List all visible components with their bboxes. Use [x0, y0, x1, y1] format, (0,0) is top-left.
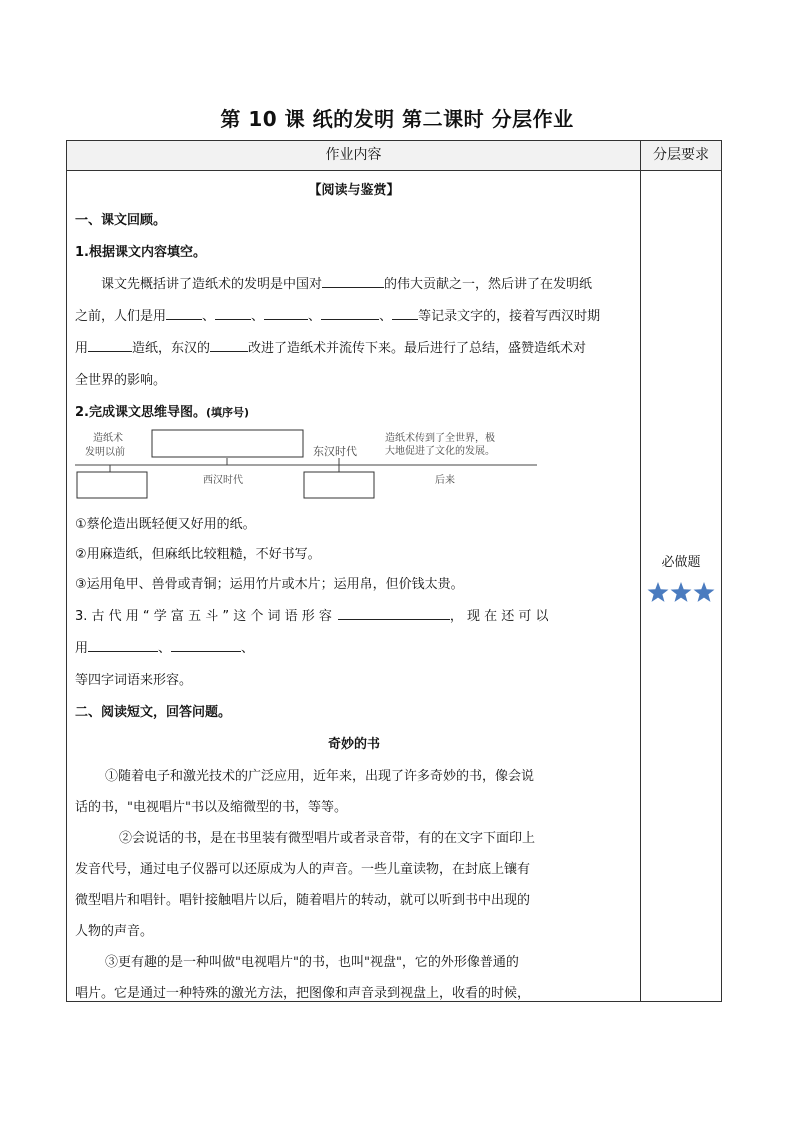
passage-line: ①随着电子和激光技术的广泛应用，近年来，出现了许多奇妙的书，像会说: [105, 769, 535, 784]
q2-note: (填序号): [205, 406, 250, 419]
header-requirement: 分层要求: [641, 141, 721, 170]
option-1: ①蔡伦造出既轻便又好用的纸。: [75, 517, 256, 532]
star-icon: [648, 582, 669, 602]
passage-title: 奇妙的书: [327, 737, 380, 752]
blank[interactable]: [88, 339, 132, 352]
blank[interactable]: [264, 307, 308, 320]
q1-text: 、: [251, 309, 265, 324]
difficulty-stars: [647, 581, 717, 605]
passage-line: ③更有趣的是一种叫做"电视唱片"的书，也叫"视盘"，它的外形像普通的: [105, 955, 519, 970]
q1-text: 之前，人们是用: [75, 309, 167, 324]
q3-text: ， 现 在 还 可 以: [449, 609, 549, 624]
blank[interactable]: [338, 607, 450, 620]
q1-line4: 全世界的影响。: [75, 373, 167, 388]
q3-line1: [75, 605, 549, 624]
q2-title: 2.完成课文思维导图。: [75, 405, 206, 420]
q3-text: 3. 古 代 用 “ 学 富 五 斗 ” 这 个 词 语 形 容: [75, 609, 332, 624]
q3-line3: 等四字词语来形容。: [75, 673, 193, 688]
map-label: 发明以前: [85, 447, 125, 458]
q3-text: 、: [241, 641, 255, 656]
blank[interactable]: [392, 307, 418, 320]
section-reading: 【阅读与鉴赏】: [308, 183, 400, 198]
answer-box[interactable]: [77, 472, 147, 498]
q1-text: 改进了造纸术并流传下来。最后进行了总结，盛赞造纸术对: [248, 341, 587, 356]
passage-line: 人物的声音。: [75, 924, 154, 939]
map-label: 东汉时代: [313, 445, 357, 458]
blank[interactable]: [88, 639, 158, 652]
map-label: 后来: [435, 475, 455, 486]
q1-line2: [75, 305, 600, 324]
blank[interactable]: [215, 307, 251, 320]
q1-text: 、: [379, 309, 393, 324]
header-divider: [67, 170, 721, 171]
map-label: 造纸术: [93, 433, 123, 444]
q3-text: 、: [158, 641, 172, 656]
blank[interactable]: [321, 307, 379, 320]
q1-text: 、: [308, 309, 322, 324]
map-label: 西汉时代: [203, 475, 243, 486]
mind-map: [75, 427, 545, 517]
column-divider: [640, 141, 641, 1001]
q1-text: 课文先概括讲了造纸术的发明是中国对: [101, 277, 323, 292]
answer-box[interactable]: [304, 472, 374, 498]
page-title: 第 10 课 纸的发明 第二课时 分层作业: [220, 107, 574, 131]
star-icon: [694, 582, 715, 602]
blank[interactable]: [210, 339, 248, 352]
option-3: ③运用龟甲、兽骨或青铜；运用竹片或木片；运用帛，但价钱太贵。: [75, 577, 464, 592]
map-label: 大地促进了文化的发展。: [385, 446, 495, 457]
q2-line: [75, 401, 249, 420]
q1-title: 1.根据课文内容填空。: [75, 245, 206, 260]
blank[interactable]: [166, 307, 202, 320]
passage-line: ②会说话的书，是在书里装有微型唱片或者录音带，有的在文字下面印上: [119, 831, 536, 846]
homework-table: [66, 140, 722, 1002]
q1-text: 的伟大贡献之一，然后讲了在发明纸: [384, 277, 593, 292]
q1-text: 等记录文字的，接着写西汉时期: [418, 309, 601, 324]
requirement-label: 必做题: [661, 555, 701, 570]
q1-line3: [75, 337, 586, 356]
part2-heading: 二、阅读短文，回答问题。: [75, 705, 232, 720]
q1-text: 用: [75, 341, 89, 356]
passage-line: 微型唱片和唱针。唱针接触唱片以后，随着唱片的转动，就可以听到书中出现的: [75, 893, 531, 908]
header-content: 作业内容: [67, 141, 640, 170]
star-icon: [671, 582, 692, 602]
passage-line: 话的书，"电视唱片"书以及缩微型的书，等等。: [75, 800, 347, 815]
q3-line2: [75, 637, 254, 656]
passage-line: 发音代号，通过电子仪器可以还原成为人的声音。一些儿童读物，在封底上镶有: [75, 862, 531, 877]
q3-text: 用: [75, 641, 89, 656]
q1-text: 、: [202, 309, 216, 324]
answer-box[interactable]: [152, 430, 303, 457]
q1-text: 造纸，东汉的: [132, 341, 211, 356]
passage-line: 唱片。它是通过一种特殊的激光方法，把图像和声音录到视盘上，收看的时候，: [75, 986, 531, 1001]
part1-heading: 一、课文回顾。: [75, 213, 167, 228]
map-label: 造纸术传到了全世界，极: [385, 433, 495, 444]
q1-line1: [101, 273, 592, 292]
blank[interactable]: [322, 275, 384, 288]
blank[interactable]: [171, 639, 241, 652]
option-2: ②用麻造纸，但麻纸比较粗糙，不好书写。: [75, 547, 321, 562]
